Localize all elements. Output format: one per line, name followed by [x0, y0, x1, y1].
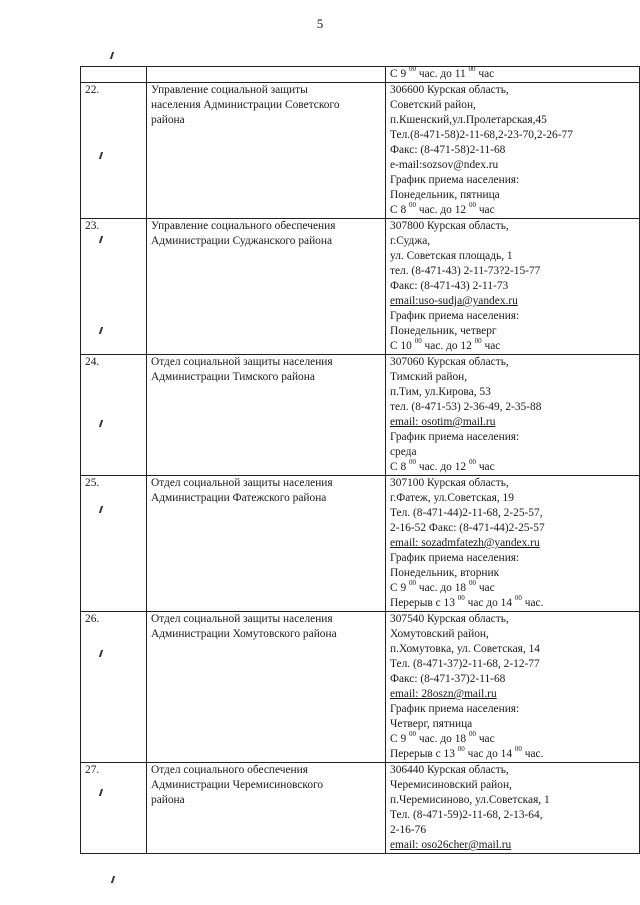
contact-line	[390, 279, 635, 294]
contact-text: час до 14	[464, 748, 515, 760]
row-number: 26.	[81, 612, 147, 763]
social-services-directory-table	[80, 66, 640, 854]
directory-rows	[81, 67, 640, 854]
contact-text: График приема населения:	[390, 552, 520, 564]
office-name-cell	[147, 67, 386, 83]
contact-text: среда	[390, 446, 417, 458]
contact-text: С 8	[390, 204, 409, 216]
time-minutes: 00	[409, 458, 416, 466]
email-address: email: oso26cher@mail.ru	[390, 839, 512, 851]
contact-text: 307800 Курская область,	[390, 220, 509, 232]
contact-line	[390, 491, 635, 506]
contact-text: п.Хомутовка, ул. Советская, 14	[390, 643, 540, 655]
office-name-line: Отдел социальной защиты населения	[151, 356, 333, 368]
contact-text: Факс: (8-471-58)2-11-68	[390, 144, 506, 156]
contact-text: Тел.(8-471-58)2-11-68,2-23-70,2-26-77	[390, 129, 573, 141]
time-minutes: 00	[409, 579, 416, 587]
time-minutes: 00	[414, 337, 422, 345]
contact-line	[390, 219, 635, 234]
office-name-line: района	[151, 794, 185, 806]
contact-text: п.Черемисиново, ул.Советская, 1	[390, 794, 550, 806]
office-name-line: Администрации Хомутовского района	[151, 628, 337, 640]
contact-text: час.	[521, 748, 544, 760]
contact-text: час	[475, 582, 495, 594]
contact-text: час. до 11	[416, 68, 469, 80]
contact-line	[390, 234, 635, 249]
contact-text: Советский район,	[390, 99, 476, 111]
contact-line	[390, 188, 635, 203]
email-line	[390, 415, 635, 430]
contact-line	[390, 778, 635, 793]
contact-text: Тел. (8-471-37)2-11-68, 2-12-77	[390, 658, 540, 670]
contact-line	[390, 521, 635, 536]
contact-text: С 9	[390, 68, 409, 80]
contact-text: г.Суджа,	[390, 235, 431, 247]
time-minutes: 00	[409, 65, 416, 73]
contact-line	[390, 83, 635, 98]
contact-text: С 9	[390, 582, 409, 594]
contact-text: час. до 18	[416, 733, 469, 745]
office-name-line: Администрации Суджанского района	[151, 235, 333, 247]
contact-line	[390, 657, 635, 672]
contact-line	[390, 566, 635, 581]
contact-line	[390, 506, 635, 521]
contact-line	[390, 324, 635, 339]
contact-line	[390, 476, 635, 491]
contact-text: График приема населения:	[390, 310, 520, 322]
time-minutes: 00	[474, 337, 482, 345]
contact-line	[390, 612, 635, 627]
time-minutes: 00	[468, 201, 476, 209]
contact-text: ул. Советская площадь, 1	[390, 250, 513, 262]
contact-line	[390, 823, 635, 838]
contact-text: час. до 18	[416, 582, 469, 594]
contact-line	[390, 808, 635, 823]
margin-mark	[110, 52, 114, 59]
contact-info-cell	[386, 355, 640, 476]
office-name-cell	[147, 763, 386, 854]
office-name-line: Отдел социального обеспечения	[151, 764, 308, 776]
contact-text: Понедельник, пятница	[390, 189, 500, 201]
contact-text: С 10	[390, 340, 415, 352]
contact-text: Черемисиновский район,	[390, 779, 512, 791]
contact-text: График приема населения:	[390, 174, 520, 186]
row-number: 27.	[81, 763, 147, 854]
contact-line	[390, 430, 635, 445]
contact-line	[390, 747, 635, 762]
office-name-line: Администрации Фатежского района	[151, 492, 327, 504]
contact-line	[390, 445, 635, 460]
contact-text: час	[475, 68, 495, 80]
contact-info-cell	[386, 67, 640, 83]
office-name-line: Управление социальной защиты	[151, 84, 308, 96]
time-minutes: 00	[457, 745, 465, 753]
office-name-cell	[147, 83, 386, 219]
time-minutes: 00	[468, 458, 476, 466]
email-address: email:uso-sudja@yandex.ru	[390, 295, 518, 307]
contact-text: 307100 Курская область,	[390, 477, 509, 489]
office-name-line: Отдел социальной защиты населения	[151, 477, 333, 489]
table-row	[81, 612, 640, 763]
contact-text: Хомутовский район,	[390, 628, 489, 640]
email-address: email: 28oszn@mail.ru	[390, 688, 497, 700]
contact-text: час	[475, 733, 495, 745]
time-minutes: 00	[468, 579, 476, 587]
contact-info-cell	[386, 476, 640, 612]
time-minutes: 00	[468, 730, 476, 738]
contact-text: С 8	[390, 461, 409, 473]
contact-text: Перерыв с 13	[390, 597, 458, 609]
email-line	[390, 536, 635, 551]
contact-line	[390, 128, 635, 143]
contact-text: час	[475, 461, 495, 473]
contact-text: График приема населения:	[390, 431, 520, 443]
contact-line	[390, 763, 635, 778]
contact-text: 307060 Курская область,	[390, 356, 509, 368]
contact-line	[390, 702, 635, 717]
contact-line	[390, 460, 635, 475]
contact-text: Тел. (8-471-59)2-11-68, 2-13-64,	[390, 809, 543, 821]
contact-text: тел. (8-471-43) 2-11-73?2-15-77	[390, 265, 541, 277]
contact-info-cell	[386, 763, 640, 854]
contact-line	[390, 596, 635, 611]
contact-text: С 9	[390, 733, 409, 745]
contact-line	[390, 793, 635, 808]
email-address: email: osotim@mail.ru	[390, 416, 496, 428]
row-number	[81, 67, 147, 83]
contact-line	[390, 370, 635, 385]
contact-text: 307540 Курская область,	[390, 613, 509, 625]
contact-line	[390, 672, 635, 687]
contact-text: Понедельник, четверг	[390, 325, 497, 337]
contact-text: 306440 Курская область,	[390, 764, 509, 776]
contact-line	[390, 113, 635, 128]
contact-text: Факс: (8-471-43) 2-11-73	[390, 280, 509, 292]
contact-text: Перерыв с 13	[390, 748, 458, 760]
contact-text: час. до 12	[416, 461, 469, 473]
contact-line	[390, 400, 635, 415]
contact-line	[390, 627, 635, 642]
contact-text: 2-16-76	[390, 824, 427, 836]
contact-info-cell	[386, 612, 640, 763]
row-number: 22.	[81, 83, 147, 219]
office-name-line: Управление социального обеспечения	[151, 220, 336, 232]
page-number: 5	[316, 16, 324, 31]
contact-text: г.Фатеж, ул.Советская, 19	[390, 492, 514, 504]
contact-text: час	[481, 340, 501, 352]
email-line	[390, 838, 635, 853]
office-name-line: Администрации Тимского района	[151, 371, 315, 383]
row-number: 25.	[81, 476, 147, 612]
contact-line	[390, 249, 635, 264]
email-line	[390, 294, 635, 309]
contact-text: 2-16-52 Факс: (8-471-44)2-25-57	[390, 522, 545, 534]
time-minutes: 00	[514, 594, 522, 602]
table-row	[81, 67, 640, 83]
office-name-line: Администрации Черемисиновского	[151, 779, 324, 791]
time-minutes: 00	[457, 594, 465, 602]
office-name-line: района	[151, 114, 185, 126]
office-name-cell	[147, 476, 386, 612]
contact-line	[390, 98, 635, 113]
row-number: 24.	[81, 355, 147, 476]
contact-text: График приема населения:	[390, 703, 520, 715]
table-row	[81, 763, 640, 854]
contact-text: час	[475, 204, 495, 216]
contact-text: Понедельник, вторник	[390, 567, 500, 579]
table-row	[81, 219, 640, 355]
office-name-line: Отдел социальной защиты населения	[151, 613, 333, 625]
contact-line	[390, 642, 635, 657]
contact-info-cell	[386, 219, 640, 355]
table-row	[81, 476, 640, 612]
contact-line	[390, 158, 635, 173]
contact-text: п.Тим, ул.Кирова, 53	[390, 386, 491, 398]
contact-text: Факс: (8-471-37)2-11-68	[390, 673, 506, 685]
contact-line	[390, 309, 635, 324]
table-row	[81, 83, 640, 219]
contact-text: час. до 12	[416, 204, 469, 216]
contact-line	[390, 385, 635, 400]
email-address: email: sozadmfatezh@yandex.ru	[390, 537, 540, 549]
contact-text: Тел. (8-471-44)2-11-68, 2-25-57,	[390, 507, 543, 519]
time-minutes: 00	[514, 745, 522, 753]
contact-text: час до 14	[464, 597, 515, 609]
contact-line	[390, 67, 635, 82]
email-line	[390, 687, 635, 702]
contact-line	[390, 355, 635, 370]
office-name-cell	[147, 219, 386, 355]
contact-text: e-mail:sozsov@ndex.ru	[390, 159, 499, 171]
office-name-line: населения Администрации Советского	[151, 99, 340, 111]
contact-text: тел. (8-471-53) 2-36-49, 2-35-88	[390, 401, 542, 413]
contact-line	[390, 717, 635, 732]
table-row	[81, 355, 640, 476]
contact-line	[390, 203, 635, 218]
contact-line	[390, 581, 635, 596]
contact-line	[390, 143, 635, 158]
contact-text: п.Кшенский,ул.Пролетарская,45	[390, 114, 547, 126]
contact-line	[390, 551, 635, 566]
contact-text: 306600 Курская область,	[390, 84, 509, 96]
time-minutes: 00	[409, 730, 416, 738]
contact-text: час.	[521, 597, 544, 609]
office-name-cell	[147, 612, 386, 763]
margin-mark	[111, 876, 115, 883]
contact-text: час. до 12	[421, 340, 475, 352]
office-name-cell	[147, 355, 386, 476]
contact-line	[390, 339, 635, 354]
contact-line	[390, 173, 635, 188]
time-minutes: 00	[409, 201, 416, 209]
contact-line	[390, 264, 635, 279]
contact-line	[390, 732, 635, 747]
time-minutes: 00	[468, 65, 476, 73]
contact-info-cell	[386, 83, 640, 219]
row-number: 23.	[81, 219, 147, 355]
contact-text: Тимский район,	[390, 371, 468, 383]
contact-text: Четверг, пятница	[390, 718, 473, 730]
